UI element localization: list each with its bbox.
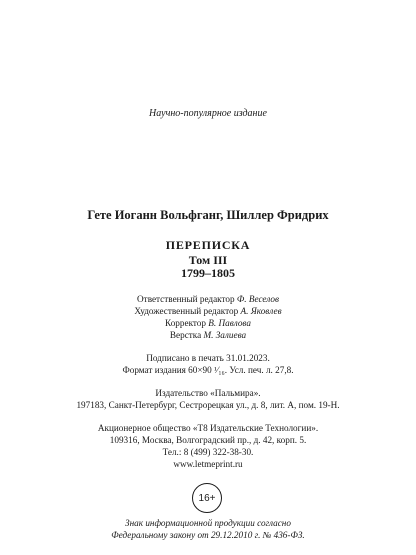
print-format: Формат издания 60×90 ¹⁄₁₆. Усл. печ. л. 27,8. (122, 365, 294, 375)
publisher-address: 197183, Санкт-Петербург, Сестрорецкая ул., д. 8, лит. А, пом. 19-Н. (76, 400, 340, 410)
printer-address: 109316, Москва, Волгоградский пр., д. 42, корп. 5. (109, 435, 307, 445)
credit-role: Верстка (169, 330, 202, 340)
book-title: ПЕРЕПИСКА (165, 238, 251, 252)
printer-phone: Тел.: 8 (499) 322-38-30. (162, 447, 254, 457)
credit-role: Корректор (165, 318, 206, 328)
age-note-line2: Федеральному закону от 29.12.2010 г. № 436-ФЗ. (111, 530, 305, 540)
credit-name: В. Павлова (208, 318, 251, 328)
credit-role: Ответственный редактор (137, 294, 235, 304)
print-signed: Подписано в печать 31.01.2023. (146, 353, 270, 363)
credit-line (0, 330, 416, 340)
volume-label: Том III (188, 253, 228, 267)
publisher-name: Издательство «Пальмира». (155, 388, 261, 398)
printer-name: Акционерное общество «Т8 Издательские Технологии». (97, 423, 319, 433)
credit-role: Художественный редактор (134, 306, 239, 316)
credit-name: М. Залиева (203, 330, 247, 340)
credit-line (0, 294, 416, 304)
credit-name: А. Яковлев (240, 306, 282, 316)
years-range: 1799–1805 (181, 266, 235, 280)
printer-website[interactable]: www.letmeprint.ru (173, 459, 243, 469)
authors: Гете Иоганн Вольфганг, Шиллер Фридрих (87, 208, 329, 222)
credit-line (0, 306, 416, 316)
credit-line (0, 318, 416, 328)
edition-type: Научно-популярное издание (149, 108, 267, 119)
credit-name: Ф. Веселов (236, 294, 279, 304)
age-note-line1: Знак информационной продукции согласно (125, 518, 291, 528)
age-rating-label: 16+ (198, 492, 216, 504)
age-rating-badge (192, 483, 222, 513)
